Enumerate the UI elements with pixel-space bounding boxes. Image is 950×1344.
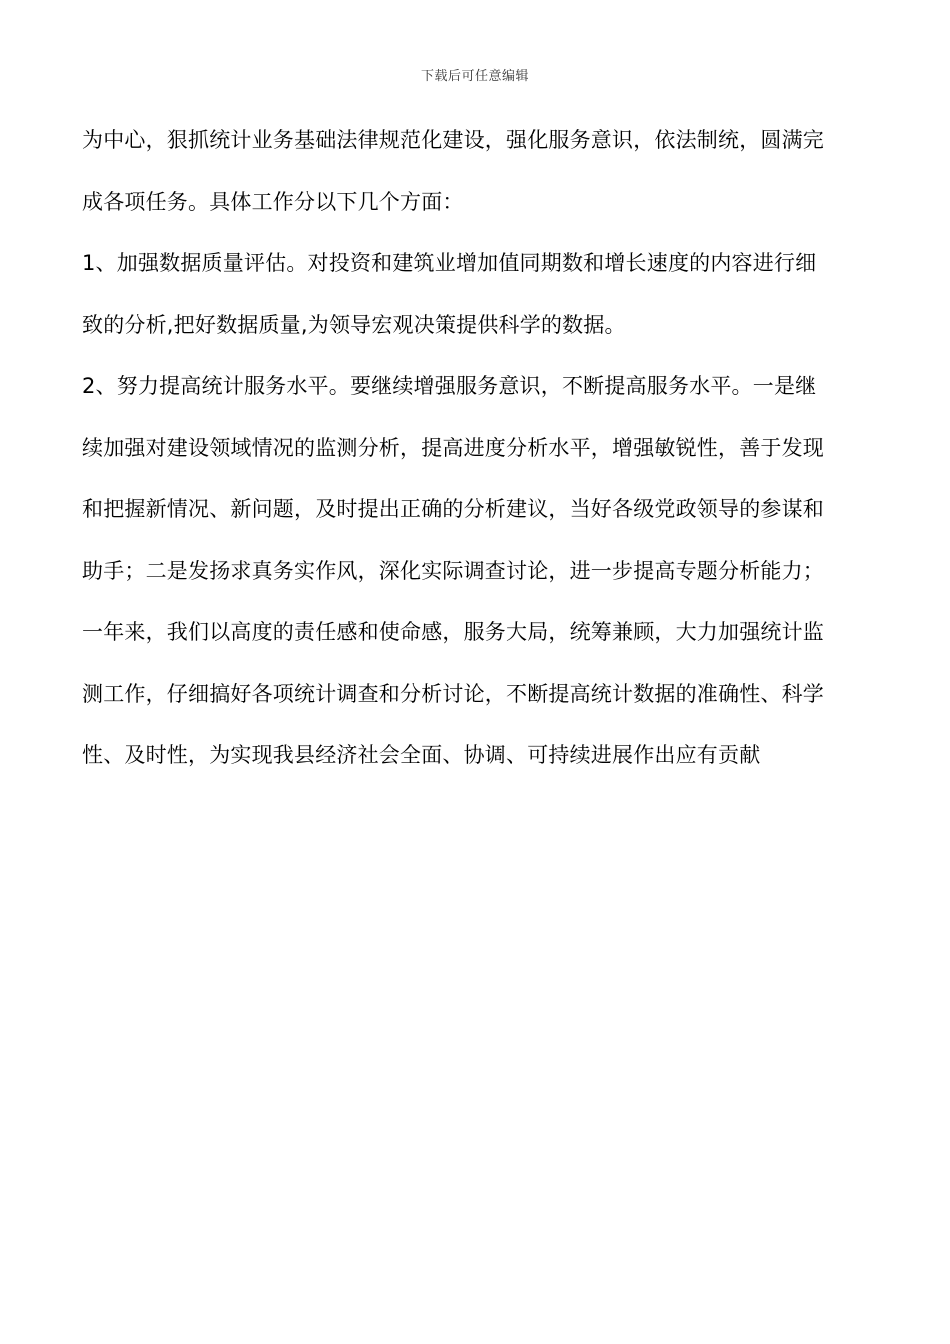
text-line: 续加强对建设领域情况的监测分析，提高进度分析水平，增强敏锐性，善于发现 <box>82 435 824 460</box>
text-line: 2、努力提高统计服务水平。要继续增强服务意识，不断提高服务水平。一是继 <box>82 374 817 398</box>
text-line: 为中心，狠抓统计业务基础法律规范化建设，强化服务意识，依法制统，圆满完 <box>82 128 824 152</box>
text-line: 助手；二是发扬求真务实作风，深化实际调查讨论，进一步提高专题分析能力； <box>82 558 824 583</box>
page-header: 下载后可任意编辑 <box>420 69 529 84</box>
text-line: 1、加强数据质量评估。对投资和建筑业增加值同期数和增长速度的内容进行细 <box>82 251 817 275</box>
text-line: 性、及时性，为实现我县经济社会全面、协调、可持续进展作出应有贡献 <box>82 743 761 767</box>
text-line: 成各项任务。具体工作分以下几个方面： <box>82 189 464 214</box>
document-body <box>82 110 872 787</box>
text-line: 一年来，我们以高度的责任感和使命感，服务大局，统筹兼顾，大力加强统计监 <box>82 620 824 644</box>
text-line: 和把握新情况、新问题，及时提出正确的分析建议，当好各级党政领导的参谋和 <box>82 497 824 521</box>
text-line: 测工作，仔细搞好各项统计调查和分析讨论，不断提高统计数据的准确性、科学 <box>82 681 824 706</box>
text-line: 致的分析,把好数据质量,为领导宏观决策提供科学的数据。 <box>82 312 626 337</box>
